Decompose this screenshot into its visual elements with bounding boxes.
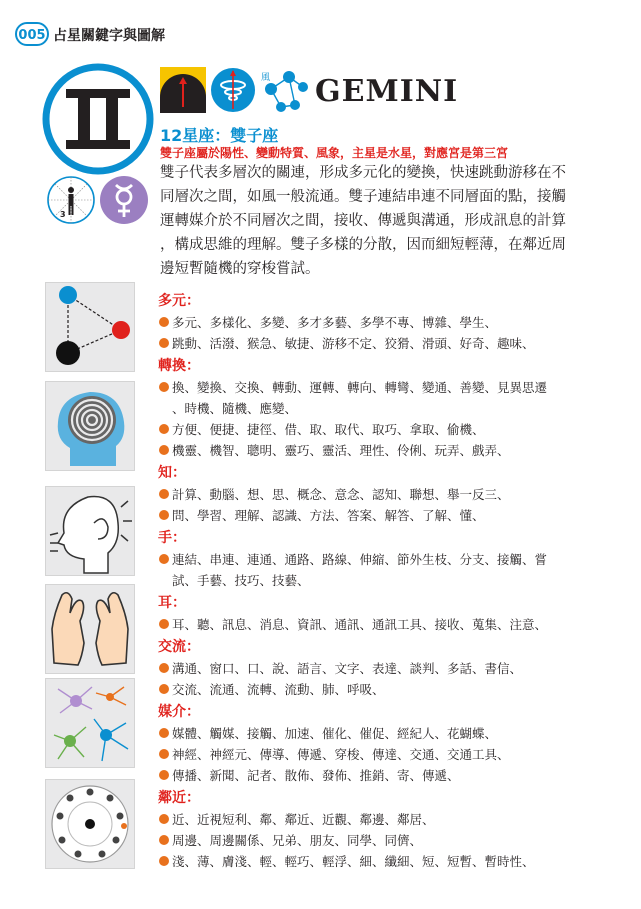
keyword-list	[158, 289, 598, 872]
bullet-dot-icon	[159, 814, 169, 824]
keyword-item	[158, 549, 598, 591]
keyword-text: 周邊、周邊關係、兄弟、朋友、同學、同儕、	[172, 833, 423, 848]
category-title: 手：	[158, 530, 186, 546]
keyword-item	[158, 830, 598, 851]
bullet-dot-icon	[159, 619, 169, 629]
bullet-dot-icon	[159, 554, 169, 564]
keyword-text: 多元、多樣化、多變、多才多藝、多學不專、博雜、學生、	[172, 315, 498, 330]
keyword-item	[158, 440, 598, 461]
intro-line: 雙子代表多層次的關連，形成多元化的變換，快速跳動游移在不	[160, 165, 566, 181]
keyword-item	[158, 744, 598, 765]
bullet-dot-icon	[159, 424, 169, 434]
sign-highlight: 雙子座屬於陽性、變動特質、風象，主星是水星，對應宮是第三宮	[160, 146, 509, 160]
page-number-badge: 005	[15, 22, 49, 46]
category-title: 媒介：	[158, 704, 200, 720]
category-title: 耳：	[158, 595, 186, 611]
keyword-item	[158, 679, 598, 700]
bullet-dot-icon	[159, 728, 169, 738]
masculine-yang-icon	[160, 67, 206, 113]
keyword-text: 機靈、機智、聰明、靈巧、靈活、理性、伶俐、玩弄、戲弄、	[172, 443, 510, 458]
bullet-dot-icon	[159, 749, 169, 759]
keyword-text: 方便、便捷、捷徑、借、取、取代、取巧、拿取、偷機、	[172, 422, 485, 437]
keyword-item	[158, 505, 598, 526]
category-title: 轉換：	[158, 358, 200, 374]
gemini-glyph-icon	[42, 63, 154, 175]
intro-line: 邊短暫隨機的穿梭嘗試。	[160, 261, 320, 277]
keyword-text: 傳播、新聞、記者、散佈、發佈、推銷、寄、傳遞、	[172, 768, 460, 783]
keyword-item	[158, 484, 598, 505]
bullet-dot-icon	[159, 317, 169, 327]
category-title: 多元：	[158, 293, 200, 309]
keyword-item	[158, 723, 598, 744]
category-title: 鄰近：	[158, 790, 200, 806]
mutable-spiral-icon	[210, 67, 256, 113]
air-constellation-icon	[259, 67, 309, 113]
keyword-item	[158, 333, 598, 354]
person-house-icon	[46, 175, 96, 225]
keyword-text: 神經、神經元、傳導、傳遞、穿梭、傳達、交通、交通工具、	[172, 747, 510, 762]
house-number: 3	[60, 210, 66, 219]
bullet-dot-icon	[159, 445, 169, 455]
intro-line: 同層次之間，如風一般流通。雙子連結串連不同層面的點，接觸	[160, 189, 566, 205]
category-title: 知：	[158, 465, 186, 481]
keyword-text: 換、變換、交換、轉動、運轉、轉向、轉彎、變通、善變、見異思遷 、時機、隨機、應變、	[172, 380, 548, 416]
intro-line: ，構成思維的理解。雙子多樣的分散，因而細短輕薄，在鄰近周	[160, 237, 566, 253]
sign-subtitle: 12星座：雙子座	[160, 126, 279, 145]
category-title: 交流：	[158, 639, 200, 655]
bullet-dot-icon	[159, 684, 169, 694]
bullet-dot-icon	[159, 856, 169, 866]
keyword-text: 計算、動腦、想、思、概念、意念、認知、聯想、舉一反三、	[172, 487, 510, 502]
listening-head-icon	[45, 486, 135, 576]
bullet-dot-icon	[159, 835, 169, 845]
bullet-dot-icon	[159, 510, 169, 520]
keyword-text: 媒體、觸媒、接觸、加速、催化、催促、經紀人、花蝴蝶、	[172, 726, 498, 741]
keyword-text: 交流、流通、流轉、流動、肺、呼吸、	[172, 682, 385, 697]
keyword-item	[158, 809, 598, 830]
keyword-item	[158, 419, 598, 440]
triangle-dots-icon	[45, 282, 135, 372]
intro-line: 運轉媒介於不同層次之間，接收、傳遞與溝通，形成訊息的計算	[160, 213, 566, 229]
bullet-dot-icon	[159, 770, 169, 780]
bullet-dot-icon	[159, 489, 169, 499]
bullet-dot-icon	[159, 338, 169, 348]
keyword-item	[158, 765, 598, 786]
spiral-head-icon	[45, 381, 135, 471]
keyword-text: 連結、串連、連通、通路、路線、伸縮、節外生枝、分支、接觸、嘗 試、手藝、技巧、技藝、	[172, 552, 548, 588]
bullet-dot-icon	[159, 663, 169, 673]
keyword-item	[158, 614, 598, 635]
keyword-item	[158, 658, 598, 679]
neurons-icon	[45, 678, 135, 768]
keyword-text: 近、近視短利、鄰、鄰近、近觀、鄰邊、鄰居、	[172, 812, 435, 827]
keyword-text: 問、學習、理解、認識、方法、答案、解答、了解、懂、	[172, 508, 485, 523]
keyword-text: 淺、薄、膚淺、輕、輕巧、輕浮、細、纖細、短、短暫、暫時性、	[172, 854, 535, 869]
cupped-hands-icon	[45, 584, 135, 674]
header-title: 占星關鍵字與圖解	[53, 28, 165, 44]
keyword-item	[158, 312, 598, 333]
keyword-text: 耳、聽、訊息、消息、資訊、通訊、通訊工具、接收、蒐集、注意、	[172, 617, 548, 632]
bullet-dot-icon	[159, 382, 169, 392]
intro-paragraph	[160, 161, 600, 281]
keyword-text: 跳動、活潑、猴急、敏捷、游移不定、狡猾、滑頭、好奇、趣味、	[172, 336, 535, 351]
neighbor-circle-icon	[45, 779, 135, 869]
mercury-icon	[99, 175, 149, 225]
element-label: 風	[261, 73, 271, 83]
sign-name-en: GEMINI	[315, 74, 459, 109]
keyword-text: 溝通、窗口、口、說、語言、文字、表達、談判、多話、書信、	[172, 661, 523, 676]
keyword-item	[158, 851, 598, 872]
keyword-item	[158, 377, 598, 419]
